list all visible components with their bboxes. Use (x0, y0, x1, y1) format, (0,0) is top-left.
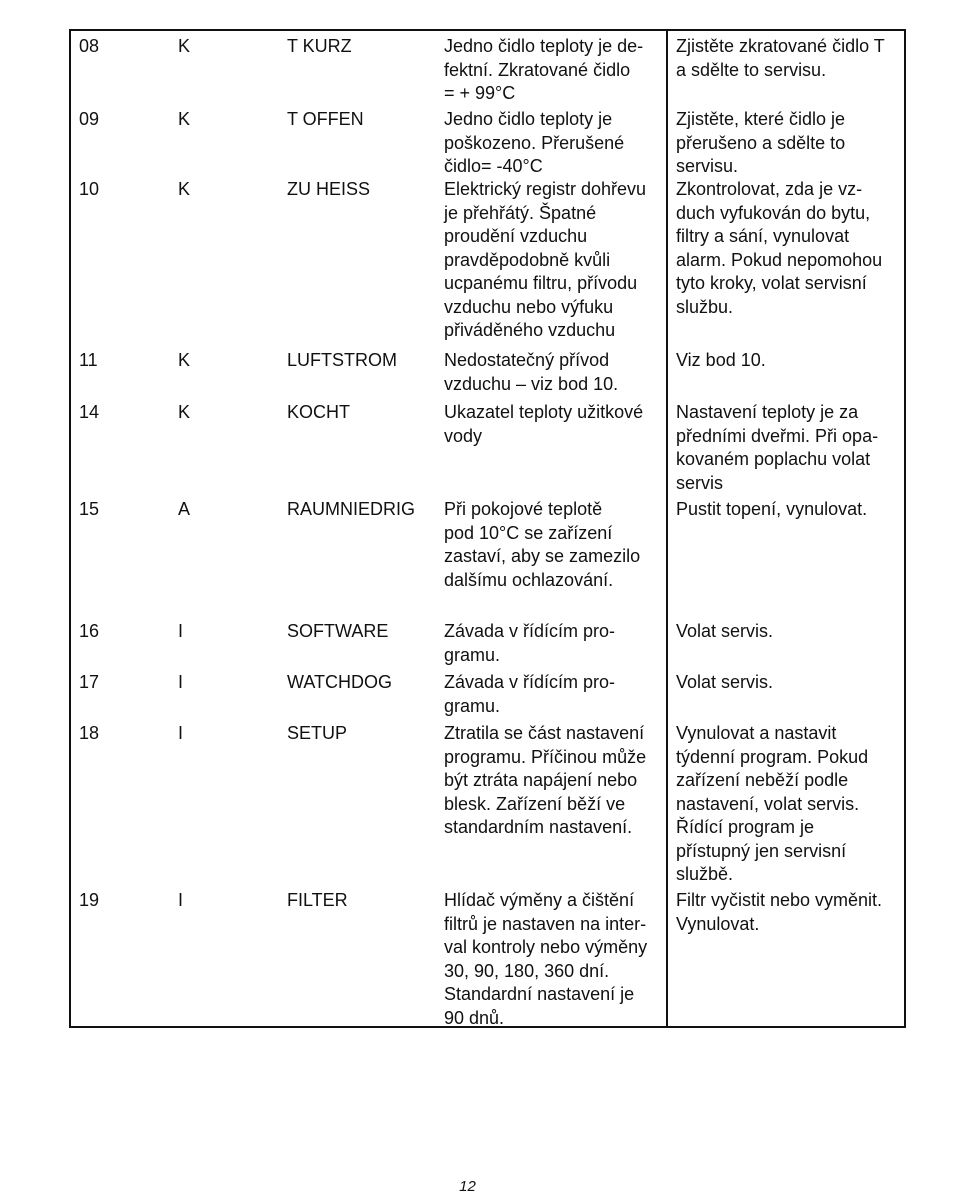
row-number: 15 (79, 499, 100, 519)
row-action: Vynulovat a nastavit týdenní program. Pokud zařízení neběží podle nastavení, volat servis. Řídící program je přístupný jen servisní službě. (676, 723, 869, 884)
row-number: 08 (79, 36, 100, 56)
row-action: Zjistěte zkratované čidlo T a sdělte to servisu. (676, 36, 885, 80)
row-code: RAUMNIEDRIG (287, 499, 416, 519)
row-type: I (178, 672, 184, 692)
alarm-table (69, 29, 906, 1028)
row-action: Filtr vyčistit nebo vyměnit. Vynulovat. (676, 890, 883, 934)
row-code: KOCHT (287, 402, 350, 422)
row-code: LUFTSTROM (287, 350, 397, 370)
row-type: K (178, 402, 191, 422)
row-code: SOFTWARE (287, 621, 389, 641)
row-action: Nastavení teploty je za předními dveřmi. Při opa- kovaném poplachu volat servis (676, 402, 879, 493)
row-type: K (178, 179, 191, 199)
row-code: WATCHDOG (287, 672, 392, 692)
row-description: Závada v řídícím pro- gramu. (444, 672, 616, 716)
row-action: Volat servis. (676, 672, 774, 692)
row-description: Hlídač výměny a čištění filtrů je nastaven na inter- val kontroly nebo výměny 30, 90, 180, 360 dní. Standardní nastavení je 90 dnů. (444, 890, 648, 1028)
row-number: 14 (79, 402, 100, 422)
row-number: 17 (79, 672, 100, 692)
row-action: Viz bod 10. (676, 350, 766, 370)
row-description: Nedostatečný přívod vzduchu – viz bod 10. (444, 350, 619, 394)
row-description: Závada v řídícím pro- gramu. (444, 621, 616, 665)
row-number: 11 (79, 350, 98, 370)
row-description: Elektrický registr dohřevu je přehřátý. Špatné proudění vzduchu pravděpodobně kvůli ucpanému filtru, přívodu vzduchu nebo výfuku přiváděného vzduchu (444, 179, 647, 340)
row-description: Ukazatel teploty užitkové vody (444, 402, 644, 446)
row-action: Zkontrolovat, zda je vz- duch vyfukován do bytu, filtry a sání, vynulovat alarm. Pokud nepomohou tyto kroky, volat servisní službu. (676, 179, 883, 317)
row-code: ZU HEISS (287, 179, 371, 199)
row-type: K (178, 36, 191, 56)
row-code: T KURZ (287, 36, 352, 56)
row-type: A (178, 499, 191, 519)
row-action: Pustit topení, vynulovat. (676, 499, 868, 519)
column-divider (666, 31, 668, 1026)
row-code: T OFFEN (287, 109, 364, 129)
row-description: Při pokojové teplotě pod 10°C se zařízení zastaví, aby se zamezilo dalšímu ochlazování. (444, 499, 641, 590)
row-number: 18 (79, 723, 100, 743)
row-description: Jedno čidlo teploty je poškozeno. Přerušené čidlo= -40°C (444, 109, 625, 176)
row-number: 10 (79, 179, 100, 199)
row-number: 19 (79, 890, 100, 910)
row-number: 09 (79, 109, 100, 129)
row-type: I (178, 890, 184, 910)
row-code: FILTER (287, 890, 348, 910)
row-code: SETUP (287, 723, 348, 743)
row-description: Ztratila se část nastavení programu. Příčinou může být ztráta napájení nebo blesk. Zařízení běží ve standardním nastavení. (444, 723, 647, 837)
row-type: I (178, 621, 184, 641)
row-number: 16 (79, 621, 100, 641)
row-description: Jedno čidlo teploty je de- fektní. Zkratované čidlo = + 99°C (444, 36, 644, 103)
row-action: Volat servis. (676, 621, 774, 641)
row-type: K (178, 109, 191, 129)
page-number: 12 (459, 1178, 476, 1195)
row-action: Zjistěte, které čidlo je přerušeno a sdělte to servisu. (676, 109, 846, 176)
row-type: K (178, 350, 191, 370)
row-type: I (178, 723, 184, 743)
